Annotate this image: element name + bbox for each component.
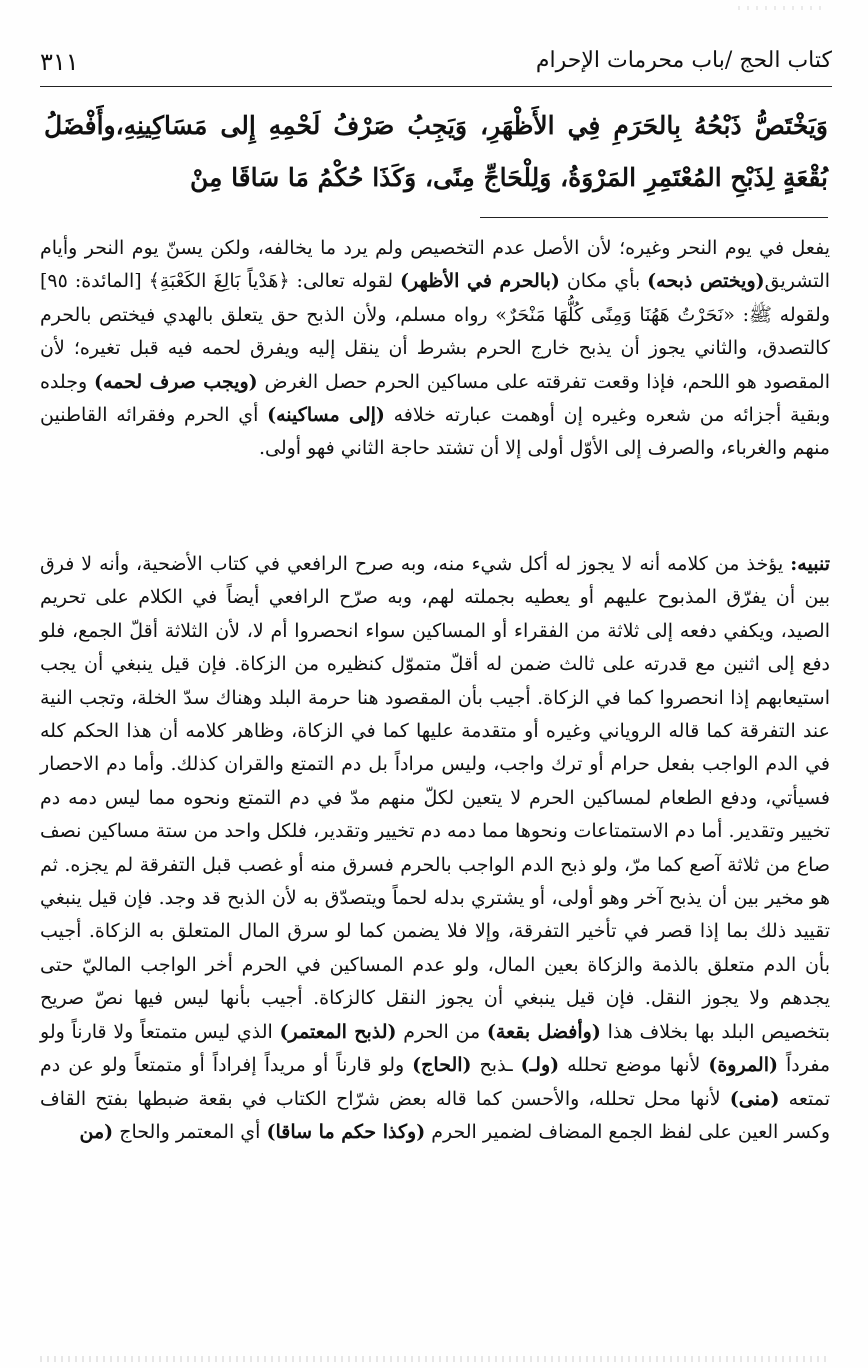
commentary-paragraph-1 [40,232,830,466]
commentary-text: بأي مكان [559,270,648,293]
matn-sharh-separator [480,217,828,218]
commentary-text: يفعل في يوم النحر وغيره؛ لأن الأصل عدم التخصيص ولم يرد ما يخالفه، ولكن يسنّ يوم النحر وأيام التشريق [40,237,830,293]
quoted-matn: (المروة) [708,1054,778,1077]
quoted-matn: (وأفضل بقعة) [486,1020,601,1043]
header-rule [40,86,832,87]
quoted-matn: (الحاج) [412,1054,472,1077]
quoted-matn: (إلى مساكينه) [267,404,385,427]
quoted-matn: (لذبح المعتمر) [279,1020,397,1043]
commentary-text: أي المعتمر والحاج [113,1120,267,1143]
quoted-matn: (ويختص ذبحه) [647,270,765,293]
commentary-text: الذي ليس متمتعاً ولا قارناً ولو مفرداً [40,1020,831,1077]
quoted-matn: (ولـ) [520,1054,560,1077]
scan-noise-bottom [40,1356,828,1362]
quoted-matn: (منى) [729,1087,780,1110]
quoted-matn: (وكذا حكم ما ساقا) [266,1120,426,1143]
scan-noise-top [738,6,828,10]
commentary-text: أي الحرم وفقرائه القاطنين منهم والغرباء، والصرف إلى الأوّل أولى إلا أن تشتد حاجة الثاني فهو أولى. [40,404,830,460]
commentary-text: ولو قارناً أو مريداً إفراداً أو متمتعاً ولو عن دم تمتعه [40,1054,830,1110]
quoted-matn: (ويجب صرف لحمه) [93,370,258,393]
main-text: وَيَخْتَصُّ ذَبْحُهُ بِالحَرَمِ فِي الأَظْهَرِ، وَيَجِبُ صَرْفُ لَحْمِهِ إِلى مَسَاكِينِهِ،وأَفْضَلُ بُقْعَةٍ لِذَبْحِ المُعْتَمِرِ المَرْوَةُ، وَلِلْحَاجِّ مِنًى، وَكَذَا حُكْمُ مَا سَاقَا مِنْ [44,111,828,192]
commentary-text: لقوله تعالى: ﴿هَدْياً بَالِغَ الكَعْبَةِ﴾ [المائدة: ٩٥] ولقوله ﷺ: «نَحَرْتُ هَهُنَا وَمِنًى كُلُّهَا مَنْحَرٌ» رواه مسلم، ولأن الذبح حق يتعلق بالهدي فيختص بالحرم كالتصدق، والثاني يجوز أن يذبح خارج الحرم بشرط أن ينقل إليه ويفرق لحمه فيه قبل تغيره؛ لأن المقصود هو اللحم، فإذا وقعت تفرقته على مساكين الحرم حصل الغرض [40,270,830,393]
commentary-text: ـذبح [471,1054,521,1077]
commentary-text: وجلده وبقية أجزائه من شعره وغيره إن أوهمت عبارته خلافه [40,370,831,427]
note-label: تنبيه: [790,553,830,575]
quoted-matn: (بالحرم في الأظهر) [399,270,560,293]
page-number: ٣١١ [40,48,79,76]
commentary-text: لأنها محل تحلله، والأحسن كما قاله بعض شرّاح الكتاب في بقعة ضبطها بفتح القاف وكسر العين على لفظ الجمع المضاف لضمير الحرم [40,1087,830,1143]
running-header [40,44,832,88]
commentary-text: لأنها موضع تحلله [559,1054,709,1077]
header-title: كتاب الحج /باب محرمات الإحرام [535,48,832,73]
quoted-matn: (من [79,1120,114,1143]
commentary-text: يؤخذ من كلامه أنه لا يجوز له أكل شيء منه، وبه صرح الرافعي في كتاب الأضحية، وأنه لا فرق بين أن يفرّق المذبوح عليهم أو يعطيه بجملته لهم، وبه صرّح الرافعي أيضاً في الكلام على تحريم الصيد، ويكفي دفعه إلى ثلاثة من الفقراء أو المساكين سواء انحصروا أم لا، لأن الثلاثة أقلّ الجمع، فلو دفع إلى اثنين مع قدرته على ثالث ضمن له أقلّ متموّل كنظيره من الزكاة. فإن قيل ينبغي أن يجب استيعابهم إذا انحصروا كما في الزكاة. أجيب بأن المقصود هنا حرمة البلد وهناك سدّ الخلة، وتجب النية عند التفرقة كما قاله الروياني وغيره أو متقدمة عليها كما في الزكاة، وظاهر كلامه أن هذا الحكم كله في الدم الواجب بفعل حرام أو ترك واجب، وليس مراداً بل دم التمتع والقران كذلك. وأما دم الاحصار فسيأتي، ودفع الطعام لمساكين الحرم لا يتعين لكلّ منهم مدّ في دم التمتع ونحوه مما ليس دمه دم تخيير وتقدير. أما دم الاستمتاعات ونحوها مما دمه دم تخيير وتقدير، فلكل واحد من ستة مساكين نصف صاع من ثلاثة آصع كما مرّ، ولو ذبح الدم الواجب بالحرم فسرق منه أو غصب قبل التفرقة لم يجزه. ثم هو مخير بين أن يذبح آخر وهو أولى، أو يشتري بدله لحماً ويتصدّق به لأن الذبح قد وجد. فإن قيل ينبغي تقييد ذلك بما إذا قصر في تأخير التفرقة، وإلا فلا يضمن كما لو سرق المال المتعلق به الزكاة. أجيب بأن الدم متعلق بالذمة والزكاة بعين المال، ولو عدم المساكين في الحرم أخر الواجب الماليّ حتى يجدهم ولا يجوز النقل. فإن قيل ينبغي أن يجوز النقل كالزكاة. أجيب بأنها ليس فيها نصّ صريح بتخصيص البلد بها بخلاف هذا [40,553,830,1043]
commentary-paragraph-2 [40,548,830,1149]
commentary-text: من الحرم [396,1020,487,1043]
